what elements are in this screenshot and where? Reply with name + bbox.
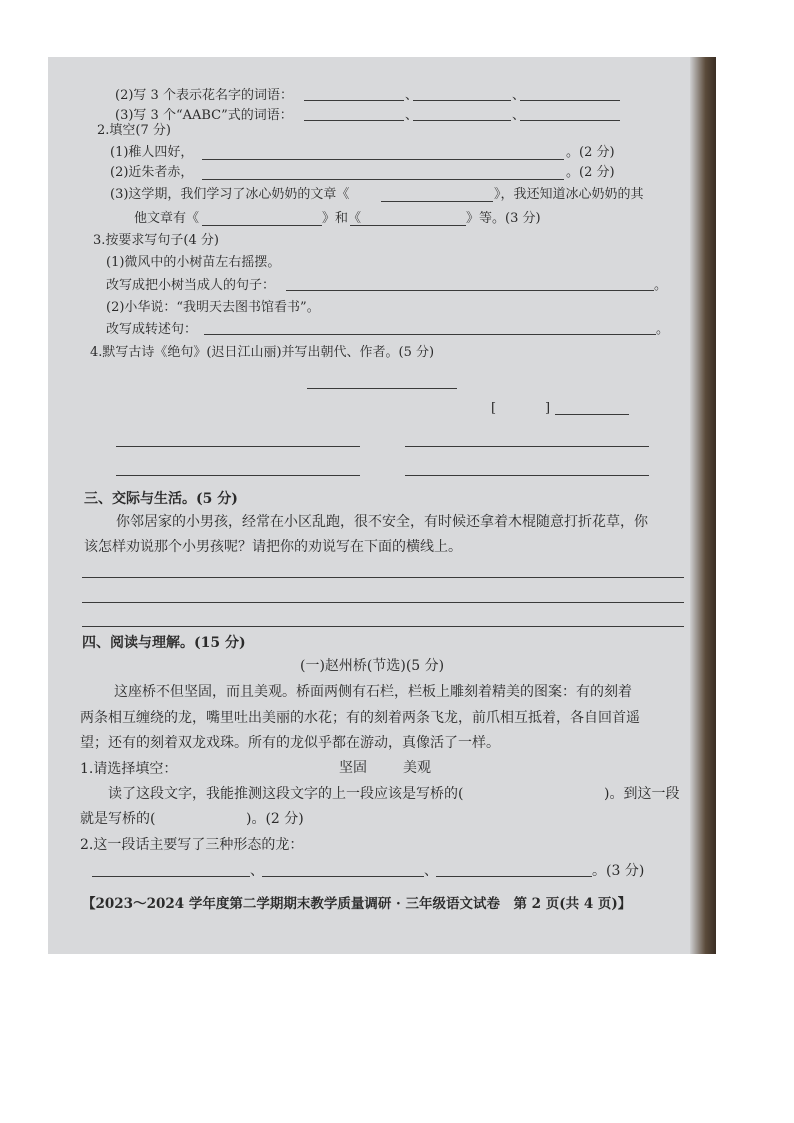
answer-line[interactable] <box>520 120 620 121</box>
section3-heading: 三、交际与生活。(5 分) <box>84 491 238 507</box>
period: 。 <box>656 322 670 337</box>
separator: 、 <box>250 863 264 879</box>
answer-line[interactable] <box>82 626 684 627</box>
passage-line1: 这座桥不但坚固，而且美观。桥面两侧有石栏，栏板上雕刻着精美的图案：有的刻着 <box>114 684 632 700</box>
answer-blank[interactable] <box>516 800 602 801</box>
answer-line[interactable] <box>202 179 564 180</box>
q2-line1-score: 。(2 分) <box>566 145 615 160</box>
poem-line[interactable] <box>116 446 360 447</box>
section3-para1: 你邻居家的小男孩，经常在小区乱跑，很不安全，有时候还拿着木棍随意打折花草，你 <box>116 514 648 530</box>
answer-line[interactable] <box>92 876 250 877</box>
dynasty-blank[interactable] <box>500 414 542 415</box>
poem-line[interactable] <box>116 475 360 476</box>
answer-line[interactable] <box>520 100 620 101</box>
q1-sub2-text: (2)写 3 个表示花名字的词语： <box>115 88 293 103</box>
q4-1-text-a: 读了这段文字，我能推测这段文字的上一段应该是写桥的( <box>108 786 464 802</box>
q4-heading: 4.默写古诗《绝句》(迟日江山丽)并写出朝代、作者。(5 分) <box>90 345 435 360</box>
poem-line[interactable] <box>405 475 649 476</box>
poem-line[interactable] <box>405 446 649 447</box>
q4-2-label: 2.这一段话主要写了三种形态的龙： <box>80 837 304 853</box>
q2-line3-c: 他文章有《 <box>134 211 200 226</box>
q2-line2: (2)近朱者赤， <box>110 165 194 180</box>
passage-title: (一)赵州桥(节选)(5 分) <box>300 658 445 674</box>
answer-line[interactable] <box>202 159 564 160</box>
answer-line[interactable] <box>202 225 322 226</box>
separator: 、 <box>405 88 419 103</box>
page-footer: 【2023～2024 学年度第二学期期末教学质量调研 · 三年级语文试卷 第 2 页(共 4 页)】 <box>82 896 632 912</box>
option-jiangu: 坚固 <box>339 760 367 776</box>
q4-2-score: 。(3 分) <box>592 863 645 879</box>
poem-title-line[interactable] <box>307 388 457 389</box>
answer-line[interactable] <box>262 876 424 877</box>
answer-line[interactable] <box>82 577 684 578</box>
q2-line1: (1)稚人四好， <box>110 145 194 160</box>
section4-heading: 四、阅读与理解。(15 分) <box>82 635 246 651</box>
passage-line3: 望；还有的刻着双龙戏珠。所有的龙似乎都在游动，真像活了一样。 <box>80 735 500 751</box>
q3-line2: 改写成把小树当成人的句子： <box>106 278 276 293</box>
q2-line3-b: 》，我还知道冰心奶奶的其 <box>494 187 644 202</box>
answer-line[interactable] <box>304 120 404 121</box>
option-meiguan: 美观 <box>403 760 431 776</box>
q2-line3-d: 》和《 <box>322 211 362 226</box>
bracket-close: ] <box>545 401 551 416</box>
q2-line3-a: (3)这学期，我们学习了冰心奶奶的文章《 <box>110 187 350 202</box>
q4-1-text-c: 就是写桥的( <box>80 811 156 827</box>
answer-line[interactable] <box>82 602 684 603</box>
passage-line2: 两条相互缠绕的龙，嘴里吐出美丽的水花；有的刻着两条飞龙，前爪相互抵着，各自回首遥 <box>80 710 640 726</box>
period: 。 <box>654 278 668 293</box>
section3-para2: 该怎样劝说那个小男孩呢？请把你的劝说写在下面的横线上。 <box>84 539 462 555</box>
answer-line[interactable] <box>413 120 511 121</box>
answer-blank[interactable] <box>174 825 244 826</box>
answer-line[interactable] <box>381 201 493 202</box>
separator: 、 <box>512 108 526 123</box>
q3-heading: 3.按要求写句子(4 分) <box>93 233 219 248</box>
separator: 、 <box>405 108 419 123</box>
answer-line[interactable] <box>350 225 466 226</box>
separator: 、 <box>424 863 438 879</box>
bracket-open: [ <box>491 401 497 416</box>
answer-line[interactable] <box>304 100 404 101</box>
q4-1-text-b: )。到这一段 <box>604 786 680 802</box>
q4-1-label: 1.请选择填空： <box>80 761 178 777</box>
paper-edge <box>690 57 716 954</box>
q2-line2-score: 。(2 分) <box>566 165 615 180</box>
q3-line1: (1)微风中的小树苗左右摇摆。 <box>106 255 281 270</box>
answer-line[interactable] <box>204 334 656 335</box>
answer-line[interactable] <box>436 876 592 877</box>
separator: 、 <box>512 88 526 103</box>
answer-line[interactable] <box>286 290 654 291</box>
q2-heading: 2.填空(7 分) <box>97 123 171 138</box>
answer-line[interactable] <box>413 100 511 101</box>
q1-sub3-text: (3)写 3 个“AABC”式的词语： <box>115 108 293 123</box>
q3-line3: (2)小华说：“我明天去图书馆看书”。 <box>106 300 320 315</box>
q2-line3-e: 》等。(3 分) <box>466 211 541 226</box>
author-line[interactable] <box>555 414 629 415</box>
q3-line4: 改写成转述句： <box>106 322 198 337</box>
q4-1-text-d: )。(2 分) <box>246 811 304 827</box>
